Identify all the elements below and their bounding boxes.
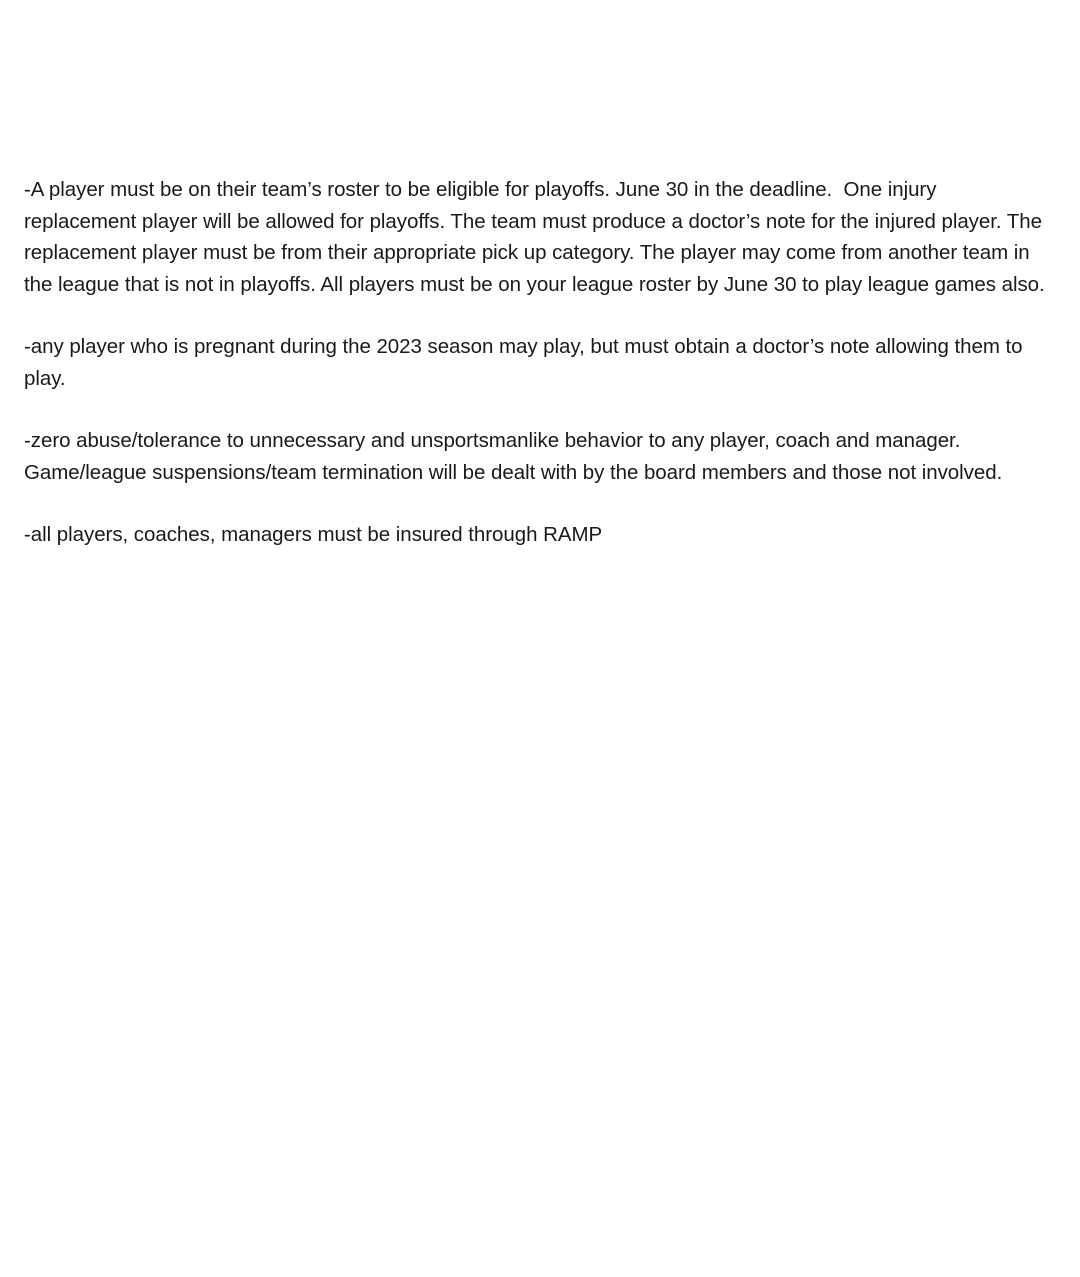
rules-list [24, 174, 1054, 551]
rule-zero-tolerance: -zero abuse/tolerance to unnecessary and unsportsmanlike behavior to any player, coach and manager. Game/league suspensions/team termination will be dealt with by the board members and those not involved. [24, 429, 1003, 484]
rule-insurance: -all players, coaches, managers must be insured through RAMP [24, 523, 603, 546]
rule-roster-playoffs: -A player must be on their team’s roster to be eligible for playoffs. June 30 in the deadline. One injury replacement player will be allowed for playoffs. The team must produce a doctor’s note for the injured player. The replacement player must be from their appropriate pick up category. The player may come from another team in the league that is not in playoffs. All players must be on your league roster by June 30 to play league games also. [24, 178, 1048, 296]
rule-pregnancy: -any player who is pregnant during the 2023 season may play, but must obtain a doctor’s note allowing them to play. [24, 335, 1029, 390]
